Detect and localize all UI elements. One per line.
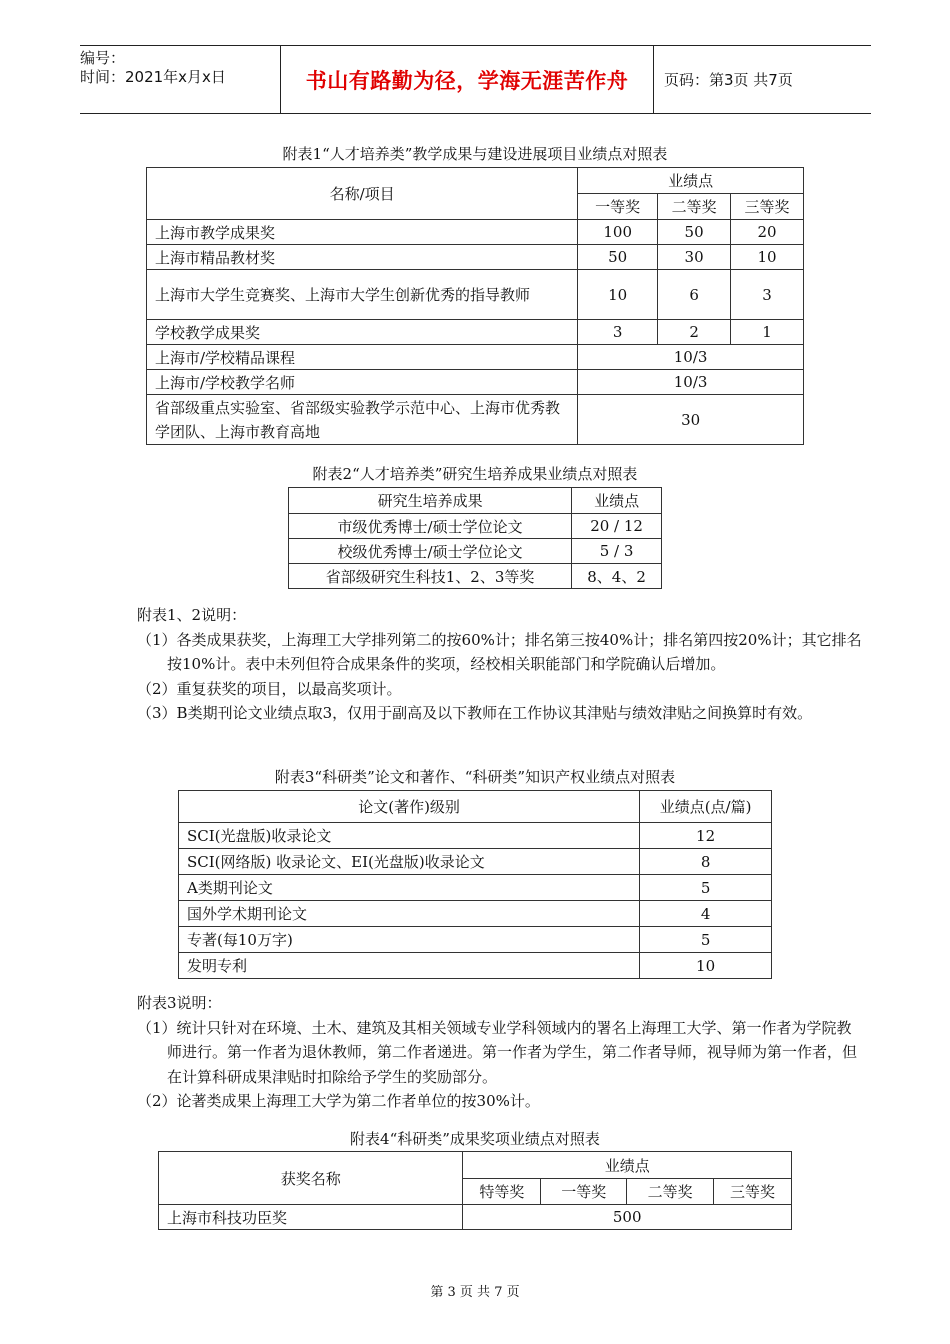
- table-cell: 50: [658, 220, 731, 245]
- table-cell: 1: [731, 320, 804, 345]
- table1-row-name: 省部级重点实验室、省部级实验教学示范中心、上海市优秀教学团队、上海市教育高地: [147, 395, 578, 445]
- notes3: [137, 991, 863, 1114]
- table-cell: 20 / 12: [572, 514, 662, 539]
- table-cell: 10/3: [578, 370, 804, 395]
- note-item: （2）重复获奖的项目，以最高奖项计。: [137, 679, 402, 698]
- note-item: （2）论著类成果上海理工大学为第二作者单位的按30%计。: [137, 1092, 540, 1110]
- notes12: [137, 603, 863, 726]
- table-cell: 10/3: [578, 345, 804, 370]
- table-cell: 4: [640, 901, 772, 927]
- table4-subheader: 三等奖: [714, 1179, 792, 1205]
- table-row: [147, 345, 804, 370]
- number-label: 编号：: [80, 49, 126, 67]
- table-cell: 5: [640, 875, 772, 901]
- table-row: [147, 270, 804, 320]
- notes3-title: 附表3说明：: [137, 994, 222, 1012]
- page-header: [80, 45, 871, 114]
- table-cell: 500: [463, 1205, 792, 1230]
- table1-row-name: 上海市/学校精品课程: [147, 345, 578, 370]
- table3-row-name: A类期刊论文: [179, 875, 640, 901]
- table2-row-name: 省部级研究生科技1、2、3等奖: [289, 564, 572, 589]
- table3-row-name: 发明专利: [179, 953, 640, 979]
- table3-row-name: 专著(每10万字): [179, 927, 640, 953]
- table-row: [147, 245, 804, 270]
- table-row: [179, 823, 772, 849]
- table-cell: 30: [658, 245, 731, 270]
- table-cell: 10: [578, 270, 658, 320]
- table4-subheader: 二等奖: [627, 1179, 714, 1205]
- time-label: 时间：2021年x月x日: [80, 68, 226, 86]
- note-item: （1）统计只针对在环境、土木、建筑及其相关领域专业学科领域内的署名上海理工大学、第一作者为学院教师进行。第一作者为退休教师，第二作者递进。第一作者为学生，第二作者导师，视导师为第一作者，但在计算科研成果津贴时扣除给予学生的奖励部分。: [137, 1018, 858, 1086]
- table-cell: 5: [640, 927, 772, 953]
- header-motto: 书山有路勤为径，学海无涯苦作舟: [281, 46, 654, 113]
- table4-subheader: 一等奖: [541, 1179, 627, 1205]
- table1: [146, 167, 804, 445]
- table4-caption: 附表4“科研类”成果奖项业绩点对照表: [350, 1130, 600, 1148]
- page-footer: 第 3 页 共 7 页: [430, 1285, 520, 1300]
- table1-row-name: 上海市精品教材奖: [147, 245, 578, 270]
- table-cell: 8: [640, 849, 772, 875]
- table-cell: 12: [640, 823, 772, 849]
- table1-header-points: 业绩点: [578, 168, 804, 194]
- note-item: （3）B类期刊论文业绩点取3，仅用于副高及以下教师在工作协议其津贴与绩效津贴之间换算时有效。: [137, 704, 813, 722]
- table4: [158, 1151, 792, 1230]
- header-page-code: 页码：第3页 共7页: [664, 71, 793, 89]
- table-cell: 3: [578, 320, 658, 345]
- table4-row-name: 上海市科技功臣奖: [159, 1205, 463, 1230]
- table-cell: 6: [658, 270, 731, 320]
- table-row: [289, 514, 662, 539]
- table-row: [179, 901, 772, 927]
- table-row: [147, 370, 804, 395]
- table3-header-name: 论文(著作)级别: [179, 791, 640, 823]
- table-cell: 10: [731, 245, 804, 270]
- table1-caption: 附表1“人才培养类”教学成果与建设进展项目业绩点对照表: [282, 145, 668, 163]
- table2-row-name: 市级优秀博士/硕士学位论文: [289, 514, 572, 539]
- table3-header-points: 业绩点(点/篇): [640, 791, 772, 823]
- table1-header-name: 名称/项目: [147, 168, 578, 220]
- note-item: （1）各类成果获奖，上海理工大学排列第二的按60%计；排名第三按40%计；排名第四按20%计；其它排名按10%计。表中未列但符合成果条件的奖项，经校相关职能部门和学院确认后增加。: [137, 630, 862, 673]
- table3: [178, 790, 772, 979]
- table2-row-name: 校级优秀博士/硕士学位论文: [289, 539, 572, 564]
- table2-header-points: 业绩点: [572, 488, 662, 514]
- table1-subheader: 二等奖: [658, 194, 731, 220]
- table-cell: 20: [731, 220, 804, 245]
- table3-row-name: SCI(网络版) 收录论文、EI(光盘版)收录论文: [179, 849, 640, 875]
- table-row: [179, 927, 772, 953]
- table-row: [179, 875, 772, 901]
- notes12-title: 附表1、2说明：: [137, 606, 247, 624]
- table-cell: 5 / 3: [572, 539, 662, 564]
- table3-caption: 附表3“科研类”论文和著作、“科研类”知识产权业绩点对照表: [274, 768, 676, 786]
- table-row: [289, 539, 662, 564]
- table1-row-name: 上海市大学生竞赛奖、上海市大学生创新优秀的指导教师: [147, 270, 578, 320]
- table4-header-points: 业绩点: [463, 1152, 792, 1179]
- table2: [288, 487, 662, 589]
- table-cell: 30: [578, 395, 804, 445]
- table1-row-name: 上海市/学校教学名师: [147, 370, 578, 395]
- header-meta: [80, 46, 281, 113]
- table-cell: 8、4、2: [572, 564, 662, 589]
- table-cell: 100: [578, 220, 658, 245]
- table2-header-name: 研究生培养成果: [289, 488, 572, 514]
- table4-subheader: 特等奖: [463, 1179, 541, 1205]
- table1-subheader: 一等奖: [578, 194, 658, 220]
- table-row: [147, 220, 804, 245]
- table-cell: 2: [658, 320, 731, 345]
- table-row: [159, 1205, 792, 1230]
- table-cell: 10: [640, 953, 772, 979]
- table-cell: 50: [578, 245, 658, 270]
- table-row: [147, 320, 804, 345]
- table4-header-name: 获奖名称: [159, 1152, 463, 1205]
- table2-caption: 附表2“人才培养类”研究生培养成果业绩点对照表: [312, 465, 638, 483]
- table1-subheader: 三等奖: [731, 194, 804, 220]
- table-row: [179, 953, 772, 979]
- table-cell: 3: [731, 270, 804, 320]
- table-row: [179, 849, 772, 875]
- table1-row-name: 上海市教学成果奖: [147, 220, 578, 245]
- table1-row-name: 学校教学成果奖: [147, 320, 578, 345]
- table-row: [289, 564, 662, 589]
- table3-row-name: SCI(光盘版)收录论文: [179, 823, 640, 849]
- table3-row-name: 国外学术期刊论文: [179, 901, 640, 927]
- table-row: [147, 395, 804, 445]
